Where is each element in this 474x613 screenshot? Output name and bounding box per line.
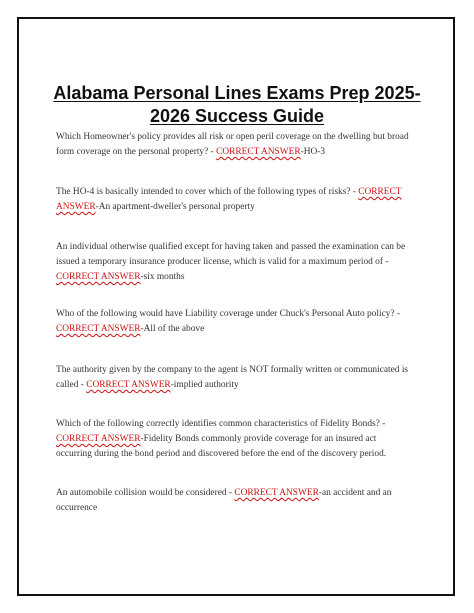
qa-item-5: [56, 363, 414, 393]
correct-answer-tag: CORRECT ANSWER: [56, 272, 141, 282]
answer-text: -implied authority: [170, 380, 239, 390]
qa-item-6: [56, 417, 414, 462]
question-text: Who of the following would have Liability coverage under Chuck's Personal Auto policy? -: [56, 309, 401, 319]
answer-text: -six months: [140, 272, 185, 282]
answer-text: -an accident and an occurrence: [56, 488, 392, 513]
question-text: Which of the following correctly identifies common characteristics of Fidelity Bonds? -: [56, 419, 386, 429]
qa-item-7: [56, 486, 414, 516]
correct-answer-tag: CORRECT ANSWER: [56, 434, 141, 444]
title-line-1: Alabama Personal Lines Exams Prep 2025-: [53, 83, 421, 103]
question-text: The HO-4 is basically intended to cover which of the following types of risks? -: [56, 187, 359, 197]
qa-item-4: [56, 307, 414, 337]
correct-answer-tag: CORRECT ANSWER: [216, 147, 301, 157]
answer-text: -All of the above: [140, 324, 205, 334]
correct-answer-tag: CORRECT ANSWER: [56, 187, 402, 212]
question-text: The authority given by the company to the agent is NOT formally written or communicated is called -: [56, 365, 409, 390]
correct-answer-tag: CORRECT ANSWER: [234, 488, 319, 498]
qa-item-2: [56, 185, 414, 215]
answer-text: -HO-3: [300, 147, 326, 157]
answer-text: -Fidelity Bonds commonly provide coverage for an insured act occurring during the bond period and discovered before the end of the discovery period.: [56, 434, 387, 459]
question-text: An individual otherwise qualified except for having taken and passed the examination can be issued a temporary insurance producer license, which is valid for a maximum period of -: [56, 242, 406, 267]
correct-answer-tag: CORRECT ANSWER: [86, 380, 171, 390]
title-line-2: 2026 Success Guide: [149, 106, 325, 126]
answer-text: -An apartment-dweller's personal property: [95, 202, 255, 212]
question-text: Which Homeowner's policy provides all risk or open peril coverage on the dwelling but broad form coverage on the personal property? -: [56, 132, 409, 157]
correct-answer-tag: CORRECT ANSWER: [56, 324, 141, 334]
qa-item-3: [56, 240, 414, 285]
qa-item-1: [56, 130, 414, 160]
document-title: [30, 82, 444, 128]
question-text: An automobile collision would be considered -: [56, 488, 235, 498]
